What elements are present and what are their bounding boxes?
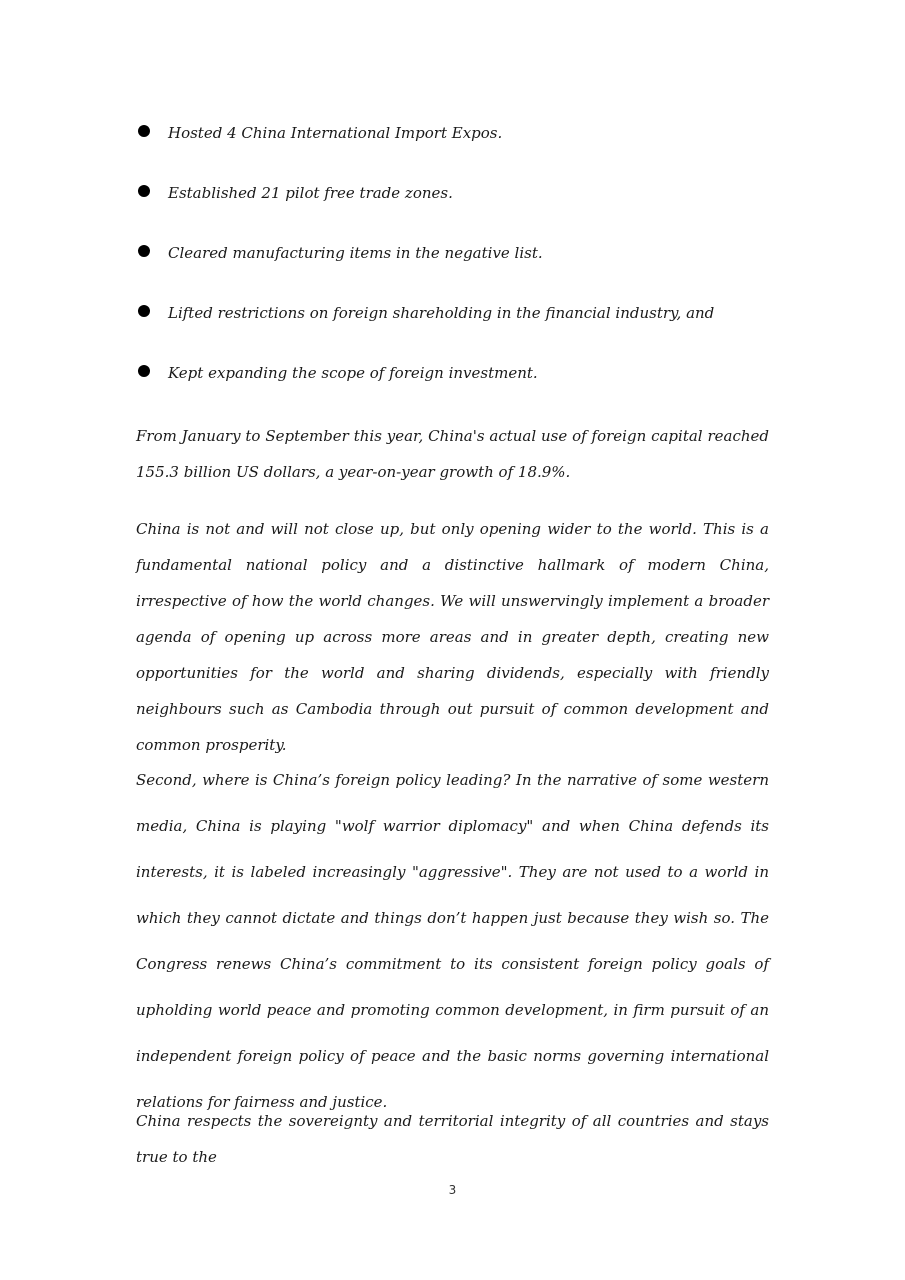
bullet-icon <box>138 125 150 137</box>
bullet-text: Kept expanding the scope of foreign investment. <box>168 364 538 382</box>
paragraph-sovereignty: China respects the sovereignty and territorial integrity of all countries and stays true to the <box>136 1112 769 1166</box>
bullet-text: Established 21 pilot free trade zones. <box>168 184 453 202</box>
bullet-icon <box>138 185 150 197</box>
bullet-icon <box>138 305 150 317</box>
paragraph-foreign-capital: From January to September this year, China's actual use of foreign capital reached 155.3 billion US dollars, a year-on-year growth of 18.9%. <box>136 427 769 481</box>
list-item <box>136 178 776 238</box>
page-number: 3 <box>448 1183 457 1197</box>
list-item <box>136 298 776 358</box>
paragraph-foreign-policy: Second, where is China’s foreign policy leading? In the narrative of some western media, China is playing "wolf warrior diplomacy" and when China defends its interests, it is labeled increasingly "aggressive". They are not used to a world in which they cannot dictate and things don’t happen just because they wish so. The Congress renews China’s commitment to its consistent foreign policy goals of upholding world peace and promoting common development, in firm pursuit of an independent foreign policy of peace and the basic norms governing international relations for fairness and justice. <box>136 771 769 1111</box>
list-item <box>136 358 776 418</box>
list-item <box>136 118 776 178</box>
bullet-icon <box>138 245 150 257</box>
bullet-text: Lifted restrictions on foreign shareholding in the financial industry, and <box>168 304 715 322</box>
bullet-list <box>136 118 776 418</box>
list-item <box>136 238 776 298</box>
bullet-text: Cleared manufacturing items in the negative list. <box>168 244 543 262</box>
bullet-icon <box>138 365 150 377</box>
bullet-text: Hosted 4 China International Import Expos. <box>168 124 503 142</box>
paragraph-opening-up: China is not and will not close up, but only opening wider to the world. This is a fundamental national policy and a distinctive hallmark of modern China, irrespective of how the world changes. We will unswervingly implement a broader agenda of opening up across more areas and in greater depth, creating new opportunities for the world and sharing dividends, especially with friendly neighbours such as Cambodia through out pursuit of common development and common prosperity. <box>136 520 769 754</box>
